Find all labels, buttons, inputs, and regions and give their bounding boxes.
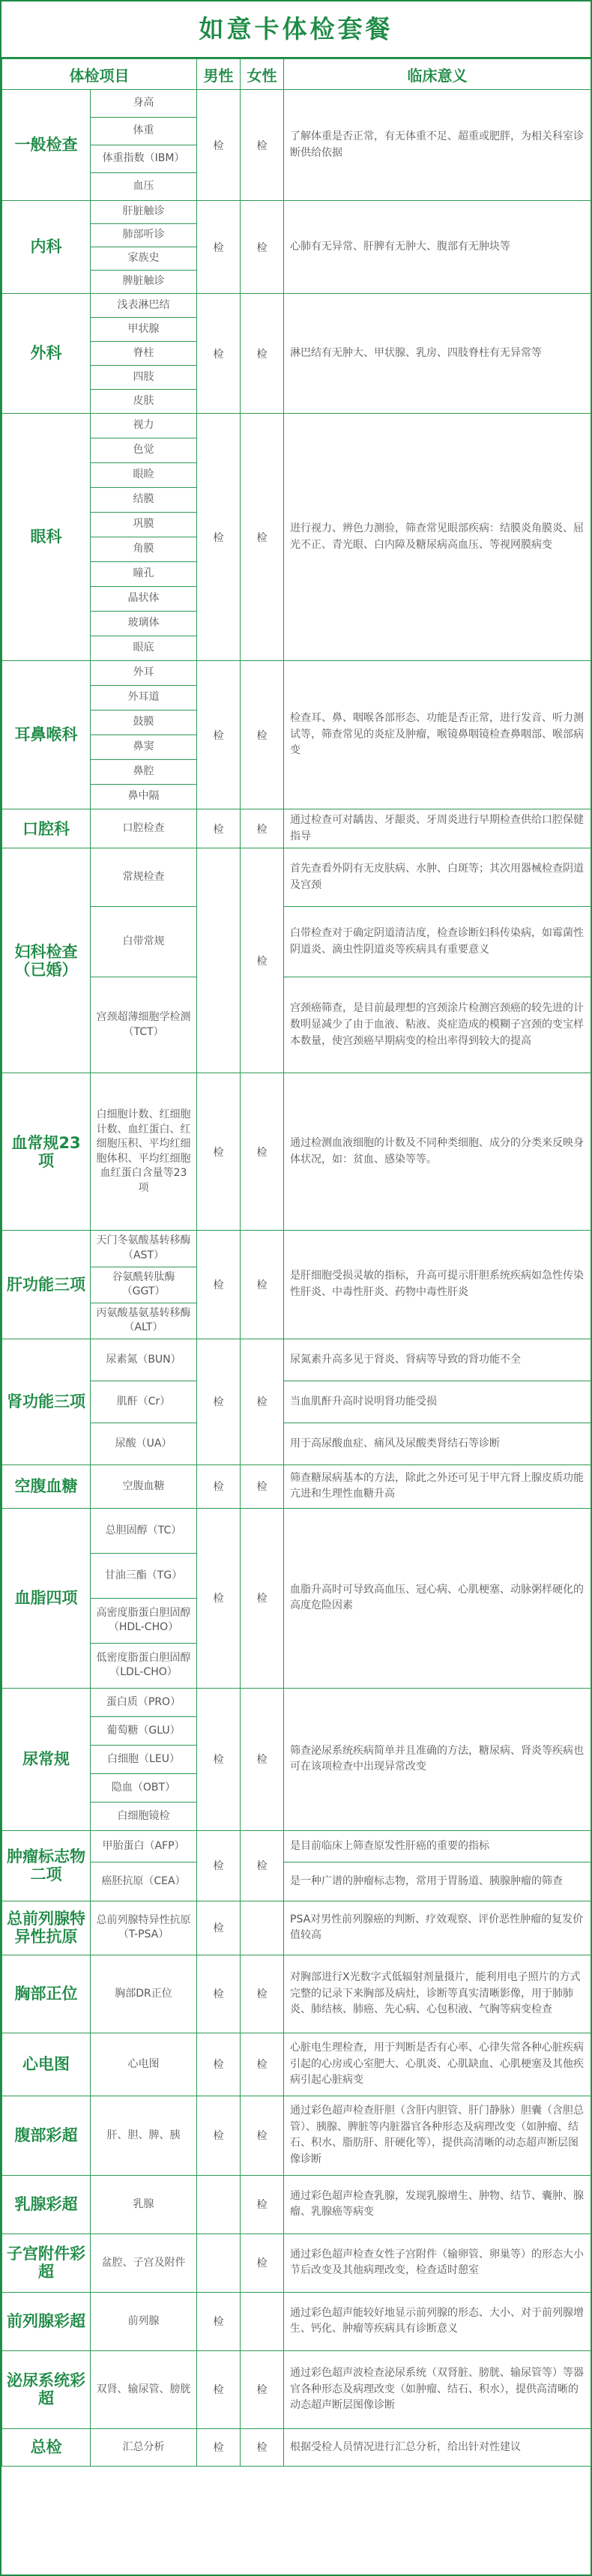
table-row	[2, 848, 591, 907]
item-cell: 肺部听诊	[91, 224, 197, 247]
meaning-cell: 淋巴结有无肿大、甲状腺、乳房、四肢脊柱有无异常等	[284, 294, 591, 414]
female-mark: 检	[241, 294, 284, 414]
male-mark	[197, 848, 241, 1073]
female-mark: 检	[241, 809, 284, 848]
table-row	[2, 414, 591, 438]
meaning-cell: 筛查泌尿系统疾病简单并且准确的方法，糖尿病、肾炎等疾病也可在该项检查中出现异常改变	[284, 1688, 591, 1830]
male-mark: 检	[197, 2096, 241, 2175]
item-cell: 汇总分析	[91, 2428, 197, 2466]
category-cell: 血常规23项	[2, 1073, 91, 1231]
table-row	[2, 1381, 591, 1423]
item-cell: 总胆固醇（TC）	[91, 1508, 197, 1553]
item-cell: 四肢	[91, 366, 197, 390]
item-cell: 癌胚抗原（CEA）	[91, 1862, 197, 1901]
item-cell: 白带常规	[91, 907, 197, 977]
meaning-cell: 对胸部进行X光数字式低辐射剂量摄片，能利用电子照片的方式完整的记录下来胸部及病灶，诊断等真实清晰影像，用于肺肺炎、肺结核、肺癌、先心病、心包积液、气胸等病变检查	[284, 1955, 591, 2033]
category-cell: 妇科检查（已婚）	[2, 848, 91, 1073]
category-cell: 泌尿系统彩超	[2, 2350, 91, 2428]
male-mark: 检	[197, 1955, 241, 2033]
category-cell: 外科	[2, 294, 91, 414]
item-cell: 脾脏触诊	[91, 271, 197, 294]
male-mark: 检	[197, 2033, 241, 2096]
meaning-cell: 用于高尿酸血症、痛风及尿酸类肾结石等诊断	[284, 1423, 591, 1465]
item-cell: 葡萄糖（GLU）	[91, 1716, 197, 1745]
meaning-cell: 白带检查对于确定阴道清洁度，检查诊断妇科传染病，如霉菌性阴道炎、滴虫性阴道炎等疾病具有重要意义	[284, 907, 591, 977]
item-cell: 隐血（OBT）	[91, 1773, 197, 1802]
female-mark: 检	[241, 1688, 284, 1830]
item-cell: 瞳孔	[91, 562, 197, 587]
female-mark: 检	[241, 2428, 284, 2466]
table-row	[2, 2233, 591, 2292]
item-cell: 体重指数（IBM）	[91, 145, 197, 173]
header-female: 女性	[241, 59, 284, 90]
meaning-cell: 通过检测血液细胞的计数及不同种类细胞、成分的分类来反映身体状况，如：贫血、感染等等。	[284, 1073, 591, 1231]
category-cell: 内科	[2, 201, 91, 294]
meaning-cell: 是一种广谱的肿瘤标志物，常用于胃肠道、胰腺肿瘤的筛查	[284, 1862, 591, 1901]
category-cell: 总检	[2, 2428, 91, 2466]
item-cell: 白细胞计数、红细胞计数、血红蛋白、红细胞压积、平均红细胞体积、平均红细胞血红蛋白含量等23项	[91, 1073, 197, 1231]
meaning-cell: 通过彩色超声检查女性子宫附件（输卵管、卵巢等）的形态大小节后改变及其他病理改变，检查适时憩室	[284, 2233, 591, 2292]
female-mark: 检	[241, 1339, 284, 1465]
table-row	[2, 90, 591, 118]
female-mark: 检	[241, 2350, 284, 2428]
table-row	[2, 1423, 591, 1465]
category-cell: 肾功能三项	[2, 1339, 91, 1465]
meaning-cell: 通过检查可对龋齿、牙龈炎、牙周炎进行早期检查供给口腔保健指导	[284, 809, 591, 848]
item-cell: 乳腺	[91, 2175, 197, 2233]
checkup-table	[1, 58, 591, 2467]
male-mark	[197, 2233, 241, 2292]
male-mark: 检	[197, 809, 241, 848]
meaning-cell: 检查耳、鼻、咽喉各部形态、功能是否正常，进行发音、听力测试等，筛查常见的炎症及肿瘤，喉镜鼻咽镜检查鼻咽部、喉部病变	[284, 661, 591, 809]
item-cell: 眼睑	[91, 463, 197, 488]
item-cell: 甲状腺	[91, 318, 197, 342]
male-mark: 检	[197, 1231, 241, 1339]
male-mark: 检	[197, 1688, 241, 1830]
item-cell: 双肾、输尿管、膀胱	[91, 2350, 197, 2428]
female-mark: 检	[241, 2233, 284, 2292]
female-mark: 检	[241, 2096, 284, 2175]
item-cell: 天门冬氨酸基转移酶（AST）	[91, 1231, 197, 1267]
table-row	[2, 2428, 591, 2466]
table-row	[2, 1231, 591, 1267]
female-mark: 检	[241, 201, 284, 294]
item-cell: 丙氨酸基氨基转移酶（ALT）	[91, 1303, 197, 1339]
table-row	[2, 2292, 591, 2350]
item-cell: 脊柱	[91, 342, 197, 366]
male-mark: 检	[197, 1073, 241, 1231]
category-cell: 肿瘤标志物二项	[2, 1830, 91, 1901]
female-mark: 检	[241, 1231, 284, 1339]
table-row	[2, 1955, 591, 2033]
meaning-cell: 通过彩色超声波检查泌尿系统（双肾脏、膀胱、输尿管等）等器官各种形态及病理改变（如肿瘤、结石、积水），提供高清晰的动态超声断层图像诊断	[284, 2350, 591, 2428]
item-cell: 尿素氮（BUN）	[91, 1339, 197, 1381]
female-mark: 检	[241, 1073, 284, 1231]
category-cell: 肝功能三项	[2, 1231, 91, 1339]
meaning-cell: 是肝细胞受损灵敏的指标，升高可提示肝胆系统疾病如急性传染性肝炎、中毒性肝炎、药物中毒性肝炎	[284, 1231, 591, 1339]
item-cell: 巩膜	[91, 513, 197, 537]
meaning-cell: 心脏电生理检查，用于判断是否有心率、心律失常各种心脏疾病引起的心房或心室肥大、心肌炎、心肌缺血、心肌梗塞及其他疾病引起心脏病变	[284, 2033, 591, 2096]
item-cell: 体重	[91, 118, 197, 145]
category-cell: 胸部正位	[2, 1955, 91, 2033]
item-cell: 空腹血糖	[91, 1465, 197, 1508]
table-row	[2, 907, 591, 977]
male-mark: 检	[197, 2350, 241, 2428]
table-row	[2, 977, 591, 1073]
female-mark: 检	[241, 2175, 284, 2233]
male-mark: 检	[197, 661, 241, 809]
item-cell: 肝、胆、脾、胰	[91, 2096, 197, 2175]
category-cell: 血脂四项	[2, 1508, 91, 1688]
item-cell: 视力	[91, 414, 197, 438]
item-cell: 角膜	[91, 537, 197, 562]
item-cell: 宫颈超薄细胞学检测（TCT）	[91, 977, 197, 1073]
meaning-cell: 血脂升高时可导致高血压、冠心病、心肌梗塞、动脉粥样硬化的高度危险因素	[284, 1508, 591, 1688]
male-mark	[197, 2175, 241, 2233]
page-title: 如意卡体检套餐	[1, 1, 591, 58]
meaning-cell: 通过彩色超声检查乳腺，发现乳腺增生、肿物、结节、囊肿、腺瘤、乳腺癌等病变	[284, 2175, 591, 2233]
meaning-cell: 心肺有无异常、肝脾有无肿大、腹部有无肿块等	[284, 201, 591, 294]
item-cell: 谷氨酰转肽酶（GGT）	[91, 1267, 197, 1303]
category-cell: 眼科	[2, 414, 91, 661]
header-row	[2, 59, 591, 90]
table-row	[2, 2096, 591, 2175]
male-mark: 检	[197, 1508, 241, 1688]
male-mark: 检	[197, 294, 241, 414]
meaning-cell: PSA对男性前列腺癌的判断、疗效观察、评价恶性肿瘤的复发价值较高	[284, 1901, 591, 1955]
item-cell: 肌酐（Cr）	[91, 1381, 197, 1423]
item-cell: 浅表淋巴结	[91, 294, 197, 318]
table-row	[2, 809, 591, 848]
item-cell: 心电图	[91, 2033, 197, 2096]
female-mark: 检	[241, 90, 284, 201]
table-row	[2, 2175, 591, 2233]
item-cell: 盆腔、子宫及附件	[91, 2233, 197, 2292]
female-mark	[241, 2292, 284, 2350]
table-row	[2, 2033, 591, 2096]
item-cell: 肝脏触诊	[91, 201, 197, 224]
table-row	[2, 1862, 591, 1901]
male-mark: 检	[197, 201, 241, 294]
item-cell: 皮肤	[91, 390, 197, 414]
male-mark: 检	[197, 1901, 241, 1955]
item-cell: 外耳	[91, 661, 197, 686]
item-cell: 玻璃体	[91, 612, 197, 636]
item-cell: 晶状体	[91, 587, 197, 612]
category-cell: 耳鼻喉科	[2, 661, 91, 809]
category-cell: 腹部彩超	[2, 2096, 91, 2175]
item-cell: 口腔检查	[91, 809, 197, 848]
meaning-cell: 尿氮素升高多见于肾炎、肾病等导致的肾功能不全	[284, 1339, 591, 1381]
table-row	[2, 1901, 591, 1955]
female-mark: 检	[241, 1955, 284, 2033]
item-cell: 色觉	[91, 438, 197, 463]
category-cell: 乳腺彩超	[2, 2175, 91, 2233]
item-cell: 常规检查	[91, 848, 197, 907]
table-row	[2, 201, 591, 224]
meaning-cell: 通过彩色超声能较好地显示前列腺的形态、大小、对于前列腺增生、钙化、肿瘤等疾病具有诊断意义	[284, 2292, 591, 2350]
meaning-cell: 宫颈癌筛查，是目前最理想的宫颈涂片检测宫颈癌的较先进的计数明显减少了由于血液、粘液、炎症造成的模糊子宫颈的变宝样本数量，使宫颈癌早期病变的检出率得到较大的提高	[284, 977, 591, 1073]
meaning-cell: 当血肌酐升高时说明肾功能受损	[284, 1381, 591, 1423]
female-mark: 检	[241, 848, 284, 1073]
item-cell: 低密度脂蛋白胆固醇（LDL-CHO）	[91, 1643, 197, 1688]
female-mark: 检	[241, 1830, 284, 1901]
header-item: 体检项目	[2, 59, 197, 90]
female-mark: 检	[241, 414, 284, 661]
item-cell: 蛋白质（PRO）	[91, 1688, 197, 1716]
meaning-cell: 首先查看外阴有无皮肤病、水肿、白斑等；其次用器械检查阴道及宫颈	[284, 848, 591, 907]
item-cell: 外耳道	[91, 686, 197, 711]
male-mark: 检	[197, 1339, 241, 1465]
category-cell: 前列腺彩超	[2, 2292, 91, 2350]
female-mark: 检	[241, 2033, 284, 2096]
table-row	[2, 1339, 591, 1381]
table-row	[2, 661, 591, 686]
category-cell: 总前列腺特异性抗原	[2, 1901, 91, 1955]
item-cell: 鼻腔	[91, 760, 197, 785]
female-mark: 检	[241, 661, 284, 809]
table-row	[2, 1830, 591, 1862]
item-cell: 鼓膜	[91, 711, 197, 735]
table-row	[2, 1465, 591, 1508]
item-cell: 总前列腺特异性抗原（T-PSA）	[91, 1901, 197, 1955]
male-mark: 检	[197, 1465, 241, 1508]
item-cell: 结膜	[91, 488, 197, 513]
header-meaning: 临床意义	[284, 59, 591, 90]
item-cell: 白细胞镜检	[91, 1802, 197, 1830]
item-cell: 血压	[91, 173, 197, 201]
male-mark: 检	[197, 2292, 241, 2350]
category-cell: 空腹血糖	[2, 1465, 91, 1508]
item-cell: 白细胞（LEU）	[91, 1745, 197, 1773]
item-cell: 甘油三酯（TG）	[91, 1553, 197, 1598]
meaning-cell: 根据受检人员情况进行汇总分析，给出针对性建议	[284, 2428, 591, 2466]
item-cell: 甲胎蛋白（AFP）	[91, 1830, 197, 1862]
table-row	[2, 2350, 591, 2428]
meaning-cell: 筛查糖尿病基本的方法，除此之外还可见于甲亢肾上腺皮质功能亢进和生理性血糖升高	[284, 1465, 591, 1508]
item-cell: 鼻窦	[91, 735, 197, 760]
item-cell: 眼底	[91, 636, 197, 661]
item-cell: 家族史	[91, 247, 197, 271]
male-mark: 检	[197, 90, 241, 201]
meaning-cell: 通过彩色超声检查肝胆（含肝内胆管、肝门静脉）胆囊（含胆总管）、胰腺、脾脏等内脏器官各种形态及病理改变（如肿瘤、结石、积水、脂肪肝、肝硬化等），提供高清晰的动态超声断层图像诊断	[284, 2096, 591, 2175]
table-row	[2, 1688, 591, 1716]
item-cell: 胸部DR正位	[91, 1955, 197, 2033]
item-cell: 身高	[91, 90, 197, 118]
female-mark: 检	[241, 1508, 284, 1688]
meaning-cell: 进行视力、辨色力测验，筛查常见眼部疾病：结膜炎角膜炎、屈光不正、青光眼、白内障及糖尿病高血压、等视网膜病变	[284, 414, 591, 661]
item-cell: 高密度脂蛋白胆固醇（HDL-CHO）	[91, 1598, 197, 1643]
category-cell: 一般检查	[2, 90, 91, 201]
male-mark: 检	[197, 414, 241, 661]
table-row	[2, 294, 591, 318]
header-male: 男性	[197, 59, 241, 90]
item-cell: 尿酸（UA）	[91, 1423, 197, 1465]
female-mark: 检	[241, 1465, 284, 1508]
female-mark	[241, 1901, 284, 1955]
item-cell: 鼻中隔	[91, 785, 197, 809]
male-mark: 检	[197, 2428, 241, 2466]
table-row	[2, 1508, 591, 1553]
male-mark: 检	[197, 1830, 241, 1901]
category-cell: 心电图	[2, 2033, 91, 2096]
category-cell: 口腔科	[2, 809, 91, 848]
meaning-cell: 是目前临床上筛查原发性肝癌的重要的指标	[284, 1830, 591, 1862]
item-cell: 前列腺	[91, 2292, 197, 2350]
category-cell: 子宫附件彩超	[2, 2233, 91, 2292]
table-row	[2, 1073, 591, 1231]
category-cell: 尿常规	[2, 1688, 91, 1830]
meaning-cell: 了解体重是否正常，有无体重不足、超重或肥胖，为相关科室诊断供给依据	[284, 90, 591, 201]
